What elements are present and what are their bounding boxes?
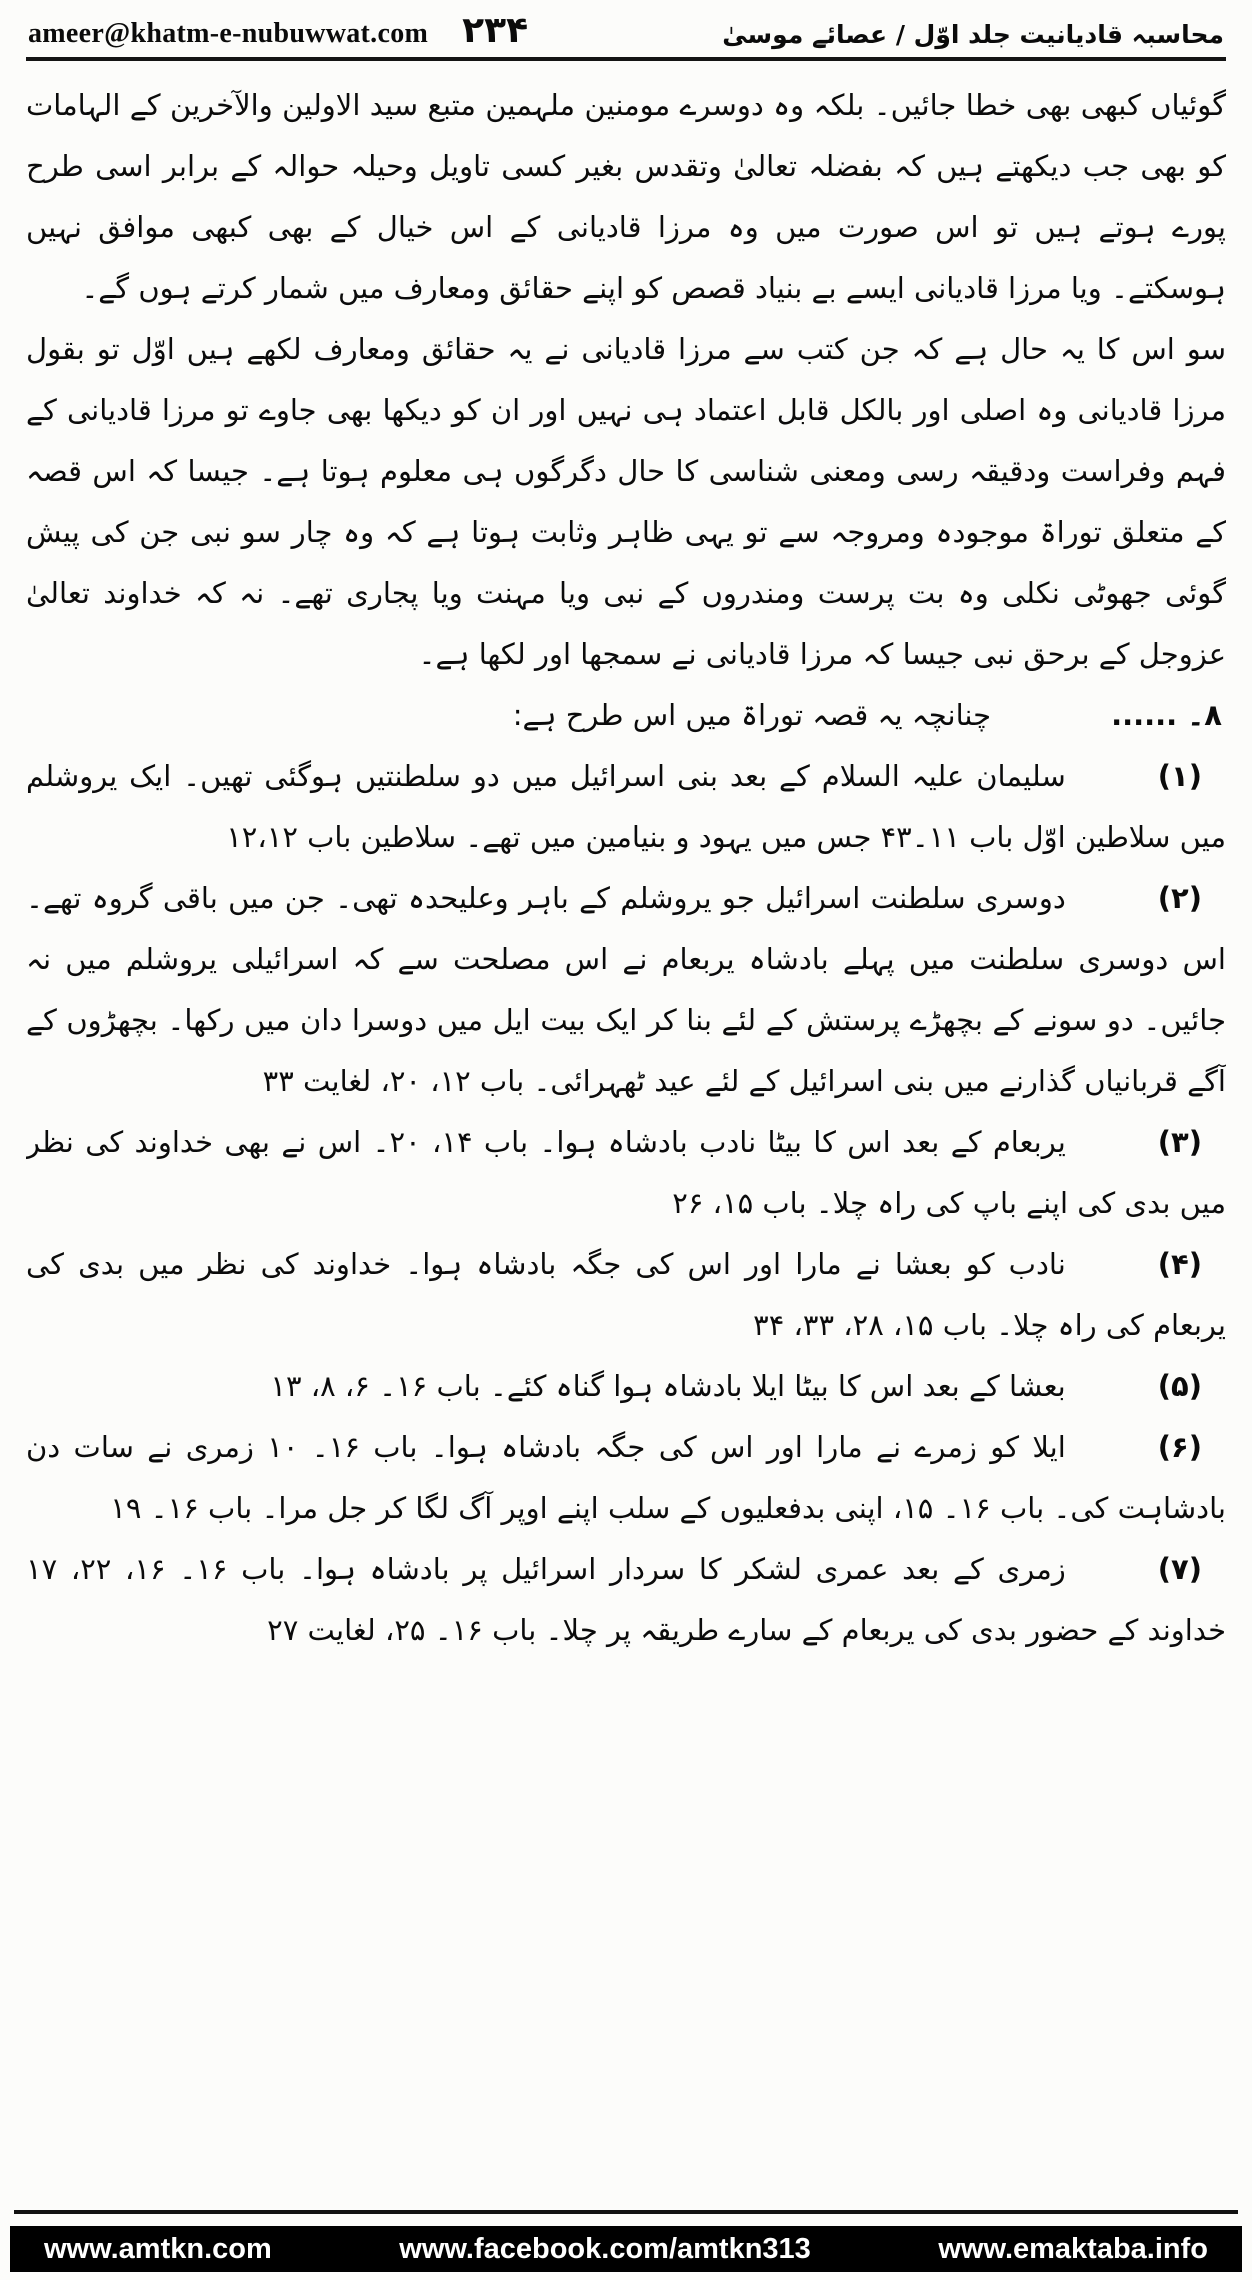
item-number: (۵) bbox=[1157, 1369, 1202, 1403]
item-number: (۶) bbox=[1157, 1430, 1202, 1464]
list-item-7 bbox=[26, 1539, 1226, 1661]
list-item-3 bbox=[26, 1112, 1226, 1234]
item-text: ایلا کو زمرے نے مارا اور اس کی جگہ بادشاہ ہوا۔ باب ۱۶۔ ۱۰ زمری نے سات دن بادشاہت کی۔ باب ۱۶۔ ۱۵، اپنی بدفعلیوں کے سلب اپنے اوپر آگ لگا کر جل مرا۔ باب ۱۶۔ ۱۹ bbox=[26, 1430, 1226, 1525]
item-text: زمری کے بعد عمری لشکر کا سردار اسرائیل پر بادشاہ ہوا۔ باب ۱۶۔ ۱۶، ۲۲، ۱۷ خداوند کے حضور بدی کی یربعام کے سارے طریقہ پر چلا۔ باب ۱۶۔ ۲۵، لغایت ۲۷ bbox=[26, 1552, 1226, 1647]
page-footer bbox=[10, 2226, 1242, 2272]
section-intro bbox=[26, 685, 1226, 746]
list-item-4 bbox=[26, 1234, 1226, 1356]
item-number: (۱) bbox=[1157, 759, 1202, 793]
footer-link-amtkn[interactable]: www.amtkn.com bbox=[44, 2232, 272, 2265]
paragraph-2: سو اس کا یہ حال ہے کہ جن کتب سے مرزا قادیانی نے یہ حقائق ومعارف لکھے ہیں اوّل تو بقول مرزا قادیانی وہ اصلی اور بالکل قابل اعتماد ہی نہیں اور ان کو دیکھا بھی جاوے تو مرزا قادیانی کے فہم وفراست ودقیقہ رسی ومعنی شناسی کا حال دگرگوں ہی معلوم ہوتا ہے۔ جیسا کہ اس قصہ کے متعلق توراۃ موجودہ ومروجہ سے تو یہی ظاہر وثابت ہوتا ہے کہ وہ چار سو نبی جن کی پیش گوئی جھوٹی نکلی وہ بت پرست ومندروں کے نبی ویا مہنت ویا پجاری تھے۔ نہ کہ خداوند تعالیٰ عزوجل کے برحق نبی جیسا کہ مرزا قادیانی نے سمجھا اور لکھا ہے۔ bbox=[26, 332, 1226, 671]
list-item-5 bbox=[26, 1356, 1226, 1417]
list-item-1 bbox=[26, 746, 1226, 868]
item-number: (۲) bbox=[1157, 881, 1202, 915]
book-title: محاسبہ قادیانیت جلد اوّل / عصائے موسیٰ bbox=[722, 20, 1224, 49]
header-email: ameer@khatm-e-nubuwwat.com bbox=[28, 18, 429, 49]
list-item-2 bbox=[26, 868, 1226, 1112]
item-text: بعشا کے بعد اس کا بیٹا ایلا بادشاہ ہوا گناہ کئے۔ باب ۱۶۔ ۶، ۸، ۱۳ bbox=[270, 1369, 1066, 1403]
item-text: نادب کو بعشا نے مارا اور اس کی جگہ بادشاہ ہوا۔ خداوند کی نظر میں بدی کی یربعام کی راہ چلا۔ باب ۱۵، ۲۸، ۳۳، ۳۴ bbox=[26, 1247, 1226, 1342]
header-left-group bbox=[28, 10, 528, 51]
page-content bbox=[26, 75, 1226, 2193]
page-number: ۲۳۴ bbox=[462, 10, 529, 51]
footer-divider bbox=[14, 2210, 1238, 2214]
section-intro-text: چنانچہ یہ قصہ توراۃ میں اس طرح ہے: bbox=[512, 698, 992, 732]
header-divider bbox=[26, 57, 1226, 61]
item-number: (۴) bbox=[1157, 1247, 1202, 1281]
section-number: ۸۔ ...... bbox=[1111, 698, 1222, 732]
footer-link-emaktaba[interactable]: www.emaktaba.info bbox=[938, 2232, 1208, 2265]
page-header bbox=[26, 0, 1226, 55]
item-text: سلیمان علیہ السلام کے بعد بنی اسرائیل میں دو سلطنتیں ہوگئی تھیں۔ ایک یروشلم میں سلاطین اوّل باب ۱۱۔۴۳ جس میں یہود و بنیامین میں تھے۔ سلاطین باب ۱۲،۱۲ bbox=[26, 759, 1226, 854]
footer-link-facebook[interactable]: www.facebook.com/amtkn313 bbox=[399, 2232, 811, 2265]
item-text: یربعام کے بعد اس کا بیٹا نادب بادشاہ ہوا۔ باب ۱۴، ۲۰۔ اس نے بھی خداوند کی نظر میں بدی کی اپنے باپ کی راہ چلا۔ باب ۱۵، ۲۶ bbox=[26, 1125, 1226, 1220]
item-text: دوسری سلطنت اسرائیل جو یروشلم کے باہر وعلیحدہ تھی۔ جن میں باقی گروہ تھے۔ اس دوسری سلطنت میں پہلے بادشاہ یربعام نے اس مصلحت سے کہ اسرائیلی یروشلم میں نہ جائیں۔ دو سونے کے بچھڑے پرستش کے لئے بنا کر ایک بیت ایل میں دوسرا دان میں رکھا۔ بچھڑوں کے آگے قربانیاں گذارنے میں بنی اسرائیل کے لئے عید ٹھہرائی۔ باب ۱۲، ۲۰، لغایت ۳۳ bbox=[26, 881, 1226, 1098]
list-item-6 bbox=[26, 1417, 1226, 1539]
item-number: (۷) bbox=[1157, 1552, 1203, 1586]
item-number: (۳) bbox=[1157, 1125, 1202, 1159]
paragraph-1: گوئیاں کبھی بھی خطا جائیں۔ بلکہ وہ دوسرے مومنین ملہمین متبع سید الاولین والآخرین کے الہامات کو بھی جب دیکھتے ہیں کہ بفضلہ تعالیٰ وتقدس بغیر کسی تاویل وحیلہ حوالہ کے برابر اسی طرح پورے ہوتے ہیں تو اس صورت میں وہ مرزا قادیانی کے اس خیال کے بھی کبھی موافق نہیں ہوسکتے۔ ویا مرزا قادیانی ایسے بے بنیاد قصص کو اپنے حقائق ومعارف میں شمار کرتے ہوں گے۔ bbox=[26, 88, 1226, 305]
